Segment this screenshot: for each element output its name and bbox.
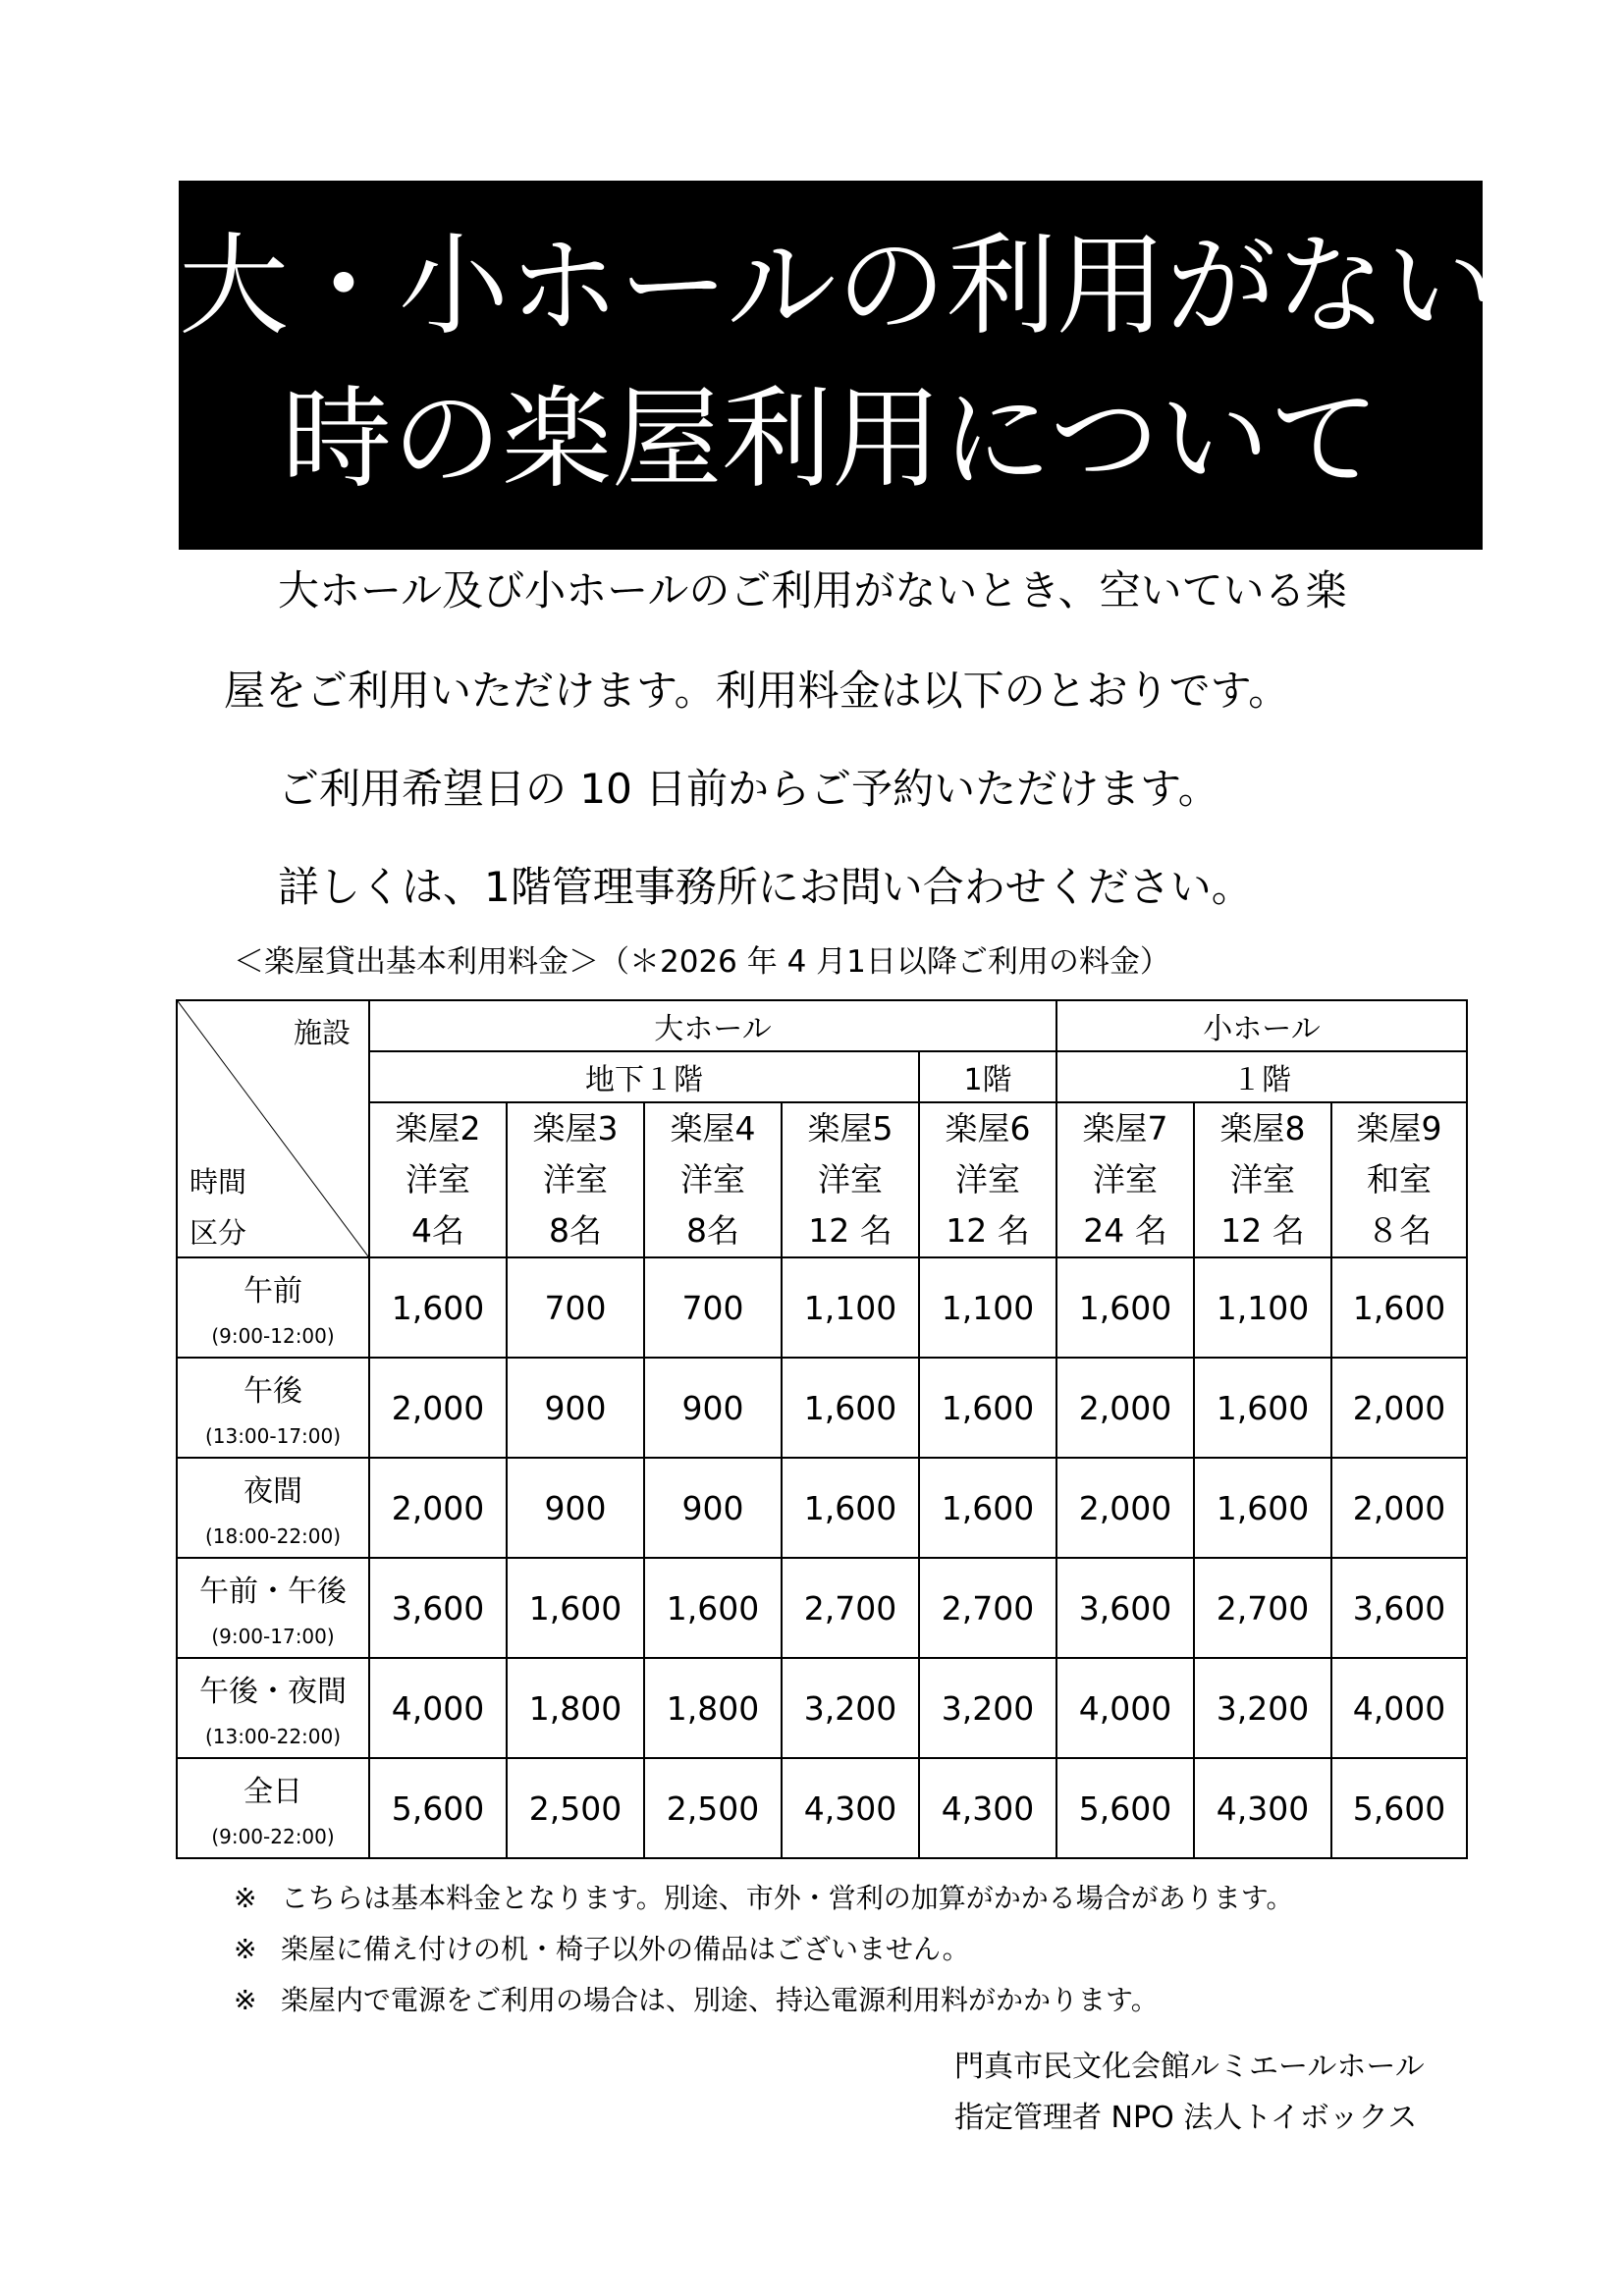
- room-capacity: 12 名: [946, 1211, 1030, 1250]
- time-slot-hours: (13:00-22:00): [204, 1725, 342, 1748]
- room-capacity: 12 名: [808, 1211, 893, 1250]
- fee-cell: 2,500: [644, 1758, 782, 1858]
- room-name: 楽屋4: [670, 1109, 756, 1148]
- room-header-cell: [1056, 1102, 1194, 1257]
- room-header-cell: [1194, 1102, 1331, 1257]
- fee-cell: 1,600: [1331, 1257, 1467, 1358]
- time-slot-cell: [177, 1758, 369, 1858]
- corner-time-label-1: 時間: [189, 1165, 247, 1199]
- room-capacity: 8名: [686, 1211, 739, 1250]
- fee-cell: 4,000: [369, 1658, 507, 1758]
- time-slot-name: 午後・夜間: [199, 1675, 347, 1709]
- fee-cell: 1,600: [1194, 1458, 1331, 1558]
- floor-header-1f-large: 1階: [919, 1051, 1056, 1102]
- fee-cell: 4,000: [1056, 1658, 1194, 1758]
- fee-cell: 2,000: [369, 1458, 507, 1558]
- fee-cell: 900: [644, 1358, 782, 1458]
- hall-header-small: 小ホール: [1056, 1000, 1467, 1051]
- time-slot-name: 午前: [244, 1274, 302, 1308]
- room-capacity: 8名: [549, 1211, 602, 1250]
- time-slot-hours: (9:00-17:00): [211, 1625, 335, 1648]
- fee-cell: 2,700: [1194, 1558, 1331, 1658]
- fee-cell: 700: [644, 1257, 782, 1358]
- fee-cell: 1,100: [782, 1257, 919, 1358]
- table-row: [177, 1758, 1467, 1858]
- time-slot-cell: [177, 1358, 369, 1458]
- intro-paragraph-1-continued: 屋をご利用いただけます。利用料金は以下のとおりです。: [224, 667, 1290, 715]
- note-mark: ※: [234, 1882, 257, 1914]
- note-item: [234, 1975, 1294, 2026]
- fee-cell: 1,100: [1194, 1257, 1331, 1358]
- note-item: [234, 1924, 1294, 1975]
- title-line-2: 時の楽屋利用について: [282, 376, 1380, 504]
- fee-cell: 2,500: [507, 1758, 644, 1858]
- room-header-cell: [782, 1102, 919, 1257]
- fee-cell: 2,000: [1056, 1458, 1194, 1558]
- floor-header-1f-small: １階: [1056, 1051, 1467, 1102]
- room-type: 洋室: [406, 1160, 470, 1199]
- time-slot-cell: [177, 1658, 369, 1758]
- room-header-cell: [369, 1102, 507, 1257]
- fee-cell: 1,600: [644, 1558, 782, 1658]
- room-name: 楽屋3: [532, 1109, 619, 1148]
- time-slot-name: 午後: [244, 1374, 302, 1409]
- note-item: [234, 1873, 1294, 1924]
- fee-cell: 1,600: [782, 1458, 919, 1558]
- fee-cell: 1,600: [919, 1458, 1056, 1558]
- fee-cell: 1,600: [919, 1358, 1056, 1458]
- fee-cell: 1,600: [1056, 1257, 1194, 1358]
- fee-cell: 4,300: [919, 1758, 1056, 1858]
- fee-cell: 1,600: [507, 1558, 644, 1658]
- room-capacity: ８名: [1367, 1211, 1432, 1250]
- fee-cell: 2,000: [369, 1358, 507, 1458]
- organization-name: 門真市民文化会館ルミエールホール: [954, 2050, 1425, 2084]
- note-text: 楽屋内で電源をご利用の場合は、別途、持込電源利用料がかかります。: [281, 1984, 1159, 2016]
- table-caption: ＜楽屋貸出基本利用料金＞（＊2026 年 4 月1日以降ご利用の料金）: [234, 944, 1170, 980]
- room-type: 洋室: [1093, 1160, 1158, 1199]
- room-header-cell: [1331, 1102, 1467, 1257]
- room-header-cell: [919, 1102, 1056, 1257]
- time-slot-hours: (9:00-12:00): [211, 1324, 335, 1348]
- table-row: [177, 1658, 1467, 1758]
- fee-table: [176, 999, 1468, 1859]
- fee-cell: 5,600: [1331, 1758, 1467, 1858]
- table-row: [177, 1458, 1467, 1558]
- table-row: [177, 1358, 1467, 1458]
- table-row: [177, 1257, 1467, 1358]
- room-type: 洋室: [680, 1160, 745, 1199]
- fee-cell: 900: [644, 1458, 782, 1558]
- note-text: こちらは基本料金となります。別途、市外・営利の加算がかかる場合があります。: [281, 1882, 1294, 1914]
- note-text: 楽屋に備え付けの机・椅子以外の備品はございません。: [281, 1933, 970, 1965]
- hall-header-large: 大ホール: [369, 1000, 1056, 1051]
- room-capacity: 4名: [411, 1211, 464, 1250]
- fee-cell: 2,000: [1331, 1358, 1467, 1458]
- time-slot-name: 夜間: [244, 1474, 302, 1509]
- corner-facility-label: 施設: [293, 1016, 351, 1049]
- time-slot-cell: [177, 1458, 369, 1558]
- fee-cell: 2,700: [919, 1558, 1056, 1658]
- fee-cell: 4,300: [1194, 1758, 1331, 1858]
- room-name: 楽屋6: [945, 1109, 1031, 1148]
- time-slot-hours: (18:00-22:00): [204, 1524, 342, 1548]
- room-type: 和室: [1367, 1160, 1432, 1199]
- room-capacity: 24 名: [1083, 1211, 1167, 1250]
- fee-cell: 4,000: [1331, 1658, 1467, 1758]
- table-row: [177, 1558, 1467, 1658]
- fee-cell: 2,000: [1056, 1358, 1194, 1458]
- room-type: 洋室: [955, 1160, 1020, 1199]
- fee-cell: 3,600: [1331, 1558, 1467, 1658]
- fee-cell: 3,200: [782, 1658, 919, 1758]
- fee-cell: 3,200: [919, 1658, 1056, 1758]
- room-type: 洋室: [818, 1160, 883, 1199]
- note-mark: ※: [234, 1984, 257, 2016]
- time-slot-hours: (13:00-17:00): [204, 1424, 342, 1448]
- room-name: 楽屋8: [1219, 1109, 1306, 1148]
- corner-header-cell: [177, 1000, 369, 1257]
- room-name: 楽屋9: [1356, 1109, 1442, 1148]
- fee-cell: 5,600: [369, 1758, 507, 1858]
- fee-cell: 1,800: [644, 1658, 782, 1758]
- room-name: 楽屋2: [395, 1109, 481, 1148]
- corner-time-label-2: 区分: [189, 1216, 247, 1250]
- fee-cell: 700: [507, 1257, 644, 1358]
- fee-cell: 3,600: [1056, 1558, 1194, 1658]
- organization-manager: 指定管理者 NPO 法人トイボックス: [954, 2101, 1418, 2135]
- fee-cell: 900: [507, 1358, 644, 1458]
- corner-time-label: [189, 1156, 246, 1258]
- fee-cell: 1,100: [919, 1257, 1056, 1358]
- fee-cell: 5,600: [1056, 1758, 1194, 1858]
- room-capacity: 12 名: [1220, 1211, 1305, 1250]
- fee-cell: 1,800: [507, 1658, 644, 1758]
- room-name: 楽屋7: [1082, 1109, 1168, 1148]
- room-header-cell: [644, 1102, 782, 1257]
- fee-cell: 3,200: [1194, 1658, 1331, 1758]
- intro-reservation-note: ご利用希望日の 10 日前からご予約いただけます。: [278, 765, 1219, 813]
- time-slot-name: 全日: [244, 1775, 302, 1809]
- room-type: 洋室: [543, 1160, 608, 1199]
- fee-cell: 1,600: [782, 1358, 919, 1458]
- fee-cell: 3,600: [369, 1558, 507, 1658]
- time-slot-name: 午前・午後: [199, 1575, 347, 1609]
- fee-cell: 900: [507, 1458, 644, 1558]
- intro-contact-note: 詳しくは、1階管理事務所にお問い合わせください。: [278, 863, 1253, 911]
- time-slot-hours: (9:00-22:00): [211, 1825, 335, 1848]
- notes-list: [234, 1873, 1294, 2026]
- fee-cell: 2,700: [782, 1558, 919, 1658]
- time-slot-cell: [177, 1558, 369, 1658]
- fee-cell: 2,000: [1331, 1458, 1467, 1558]
- fee-cell: 1,600: [369, 1257, 507, 1358]
- title-line-1: 大・小ホールの利用がない: [179, 223, 1496, 350]
- fee-cell: 4,300: [782, 1758, 919, 1858]
- room-header-cell: [507, 1102, 644, 1257]
- fee-cell: 1,600: [1194, 1358, 1331, 1458]
- intro-paragraph-1: 大ホール及び小ホールのご利用がないとき、空いている楽: [278, 566, 1347, 614]
- title-banner: [179, 181, 1496, 550]
- floor-header-b1: 地下１階: [369, 1051, 919, 1102]
- note-mark: ※: [234, 1933, 257, 1965]
- time-slot-cell: [177, 1257, 369, 1358]
- room-type: 洋室: [1230, 1160, 1295, 1199]
- room-name: 楽屋5: [807, 1109, 893, 1148]
- organization-block: [954, 2042, 1425, 2144]
